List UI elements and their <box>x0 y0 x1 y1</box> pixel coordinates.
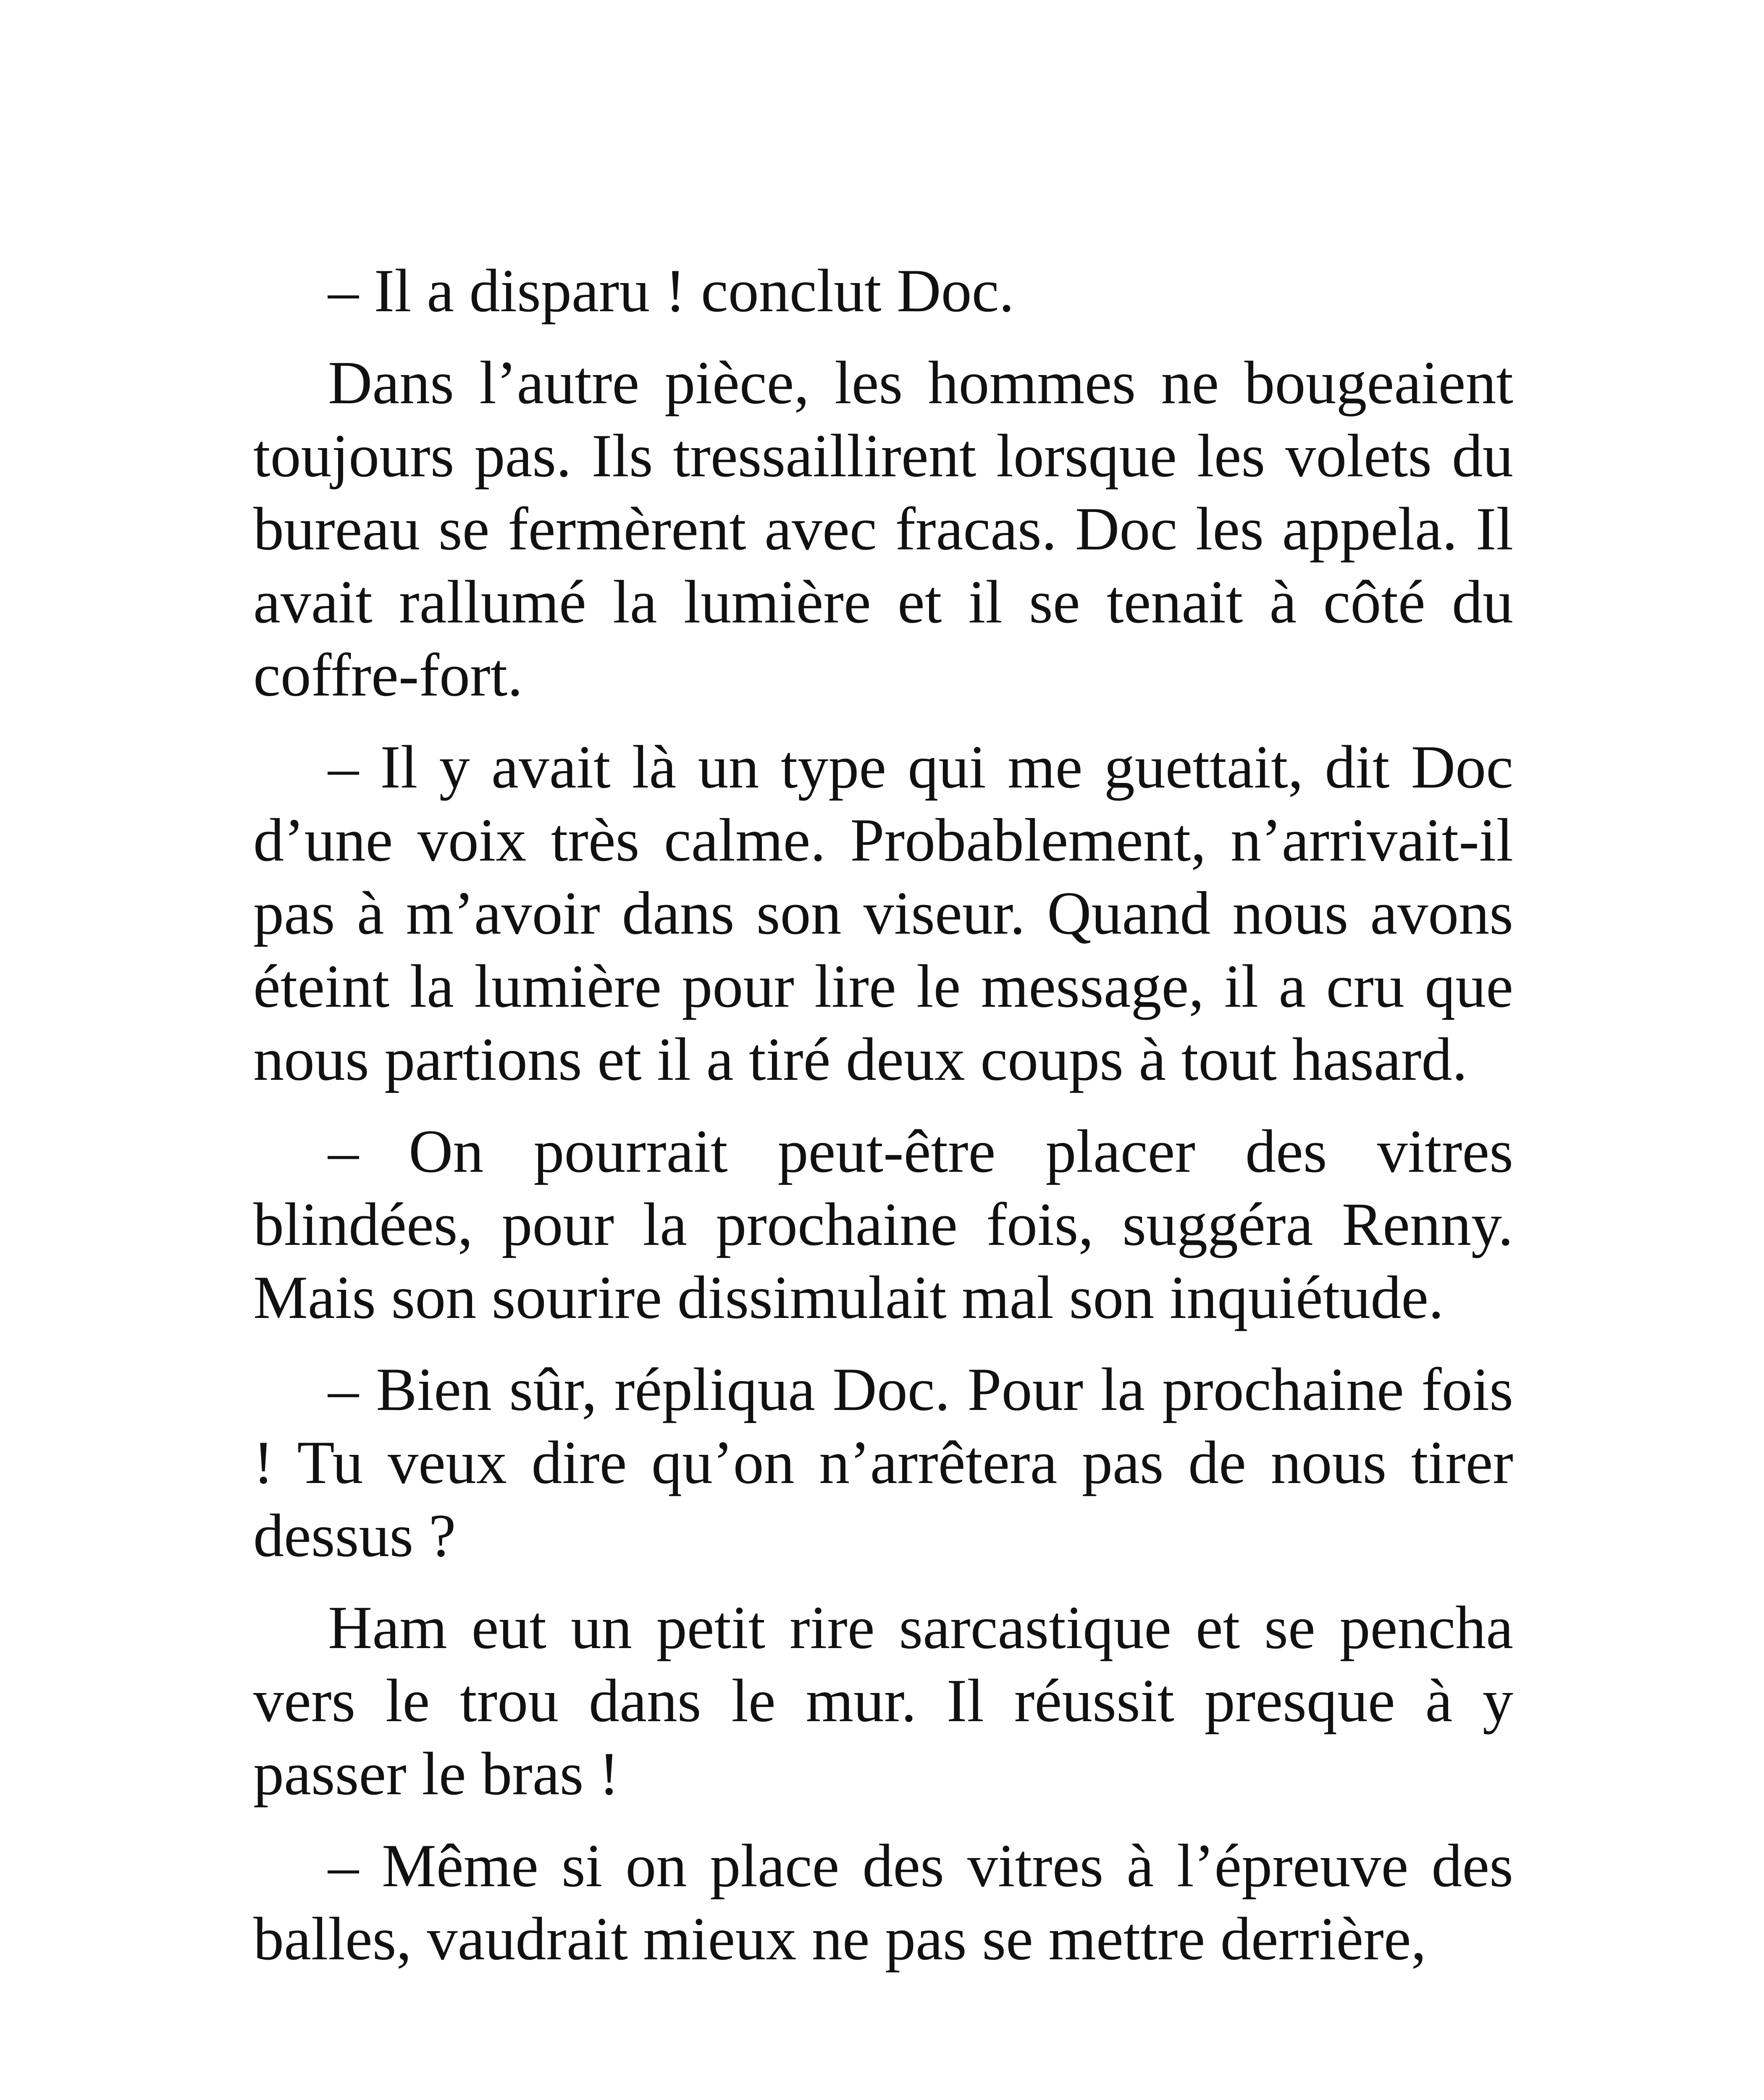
paragraph-5: – Bien sûr, répliqua Doc. Pour la prochaine fois ! Tu veux dire qu’on n’arrêtera pas de nous tirer dessus ? <box>253 1355 1513 1570</box>
paragraph-7: – Même si on place des vitres à l’épreuve des balles, vaudrait mieux ne pas se mettre derrière, <box>253 1832 1513 1973</box>
paragraph-6: Ham eut un petit rire sarcastique et se pencha vers le trou dans le mur. Il réussit presque à y passer le bras ! <box>253 1593 1513 1808</box>
paragraph-4: – On pourrait peut-être placer des vitres blindées, pour la prochaine fois, suggéra Renny. Mais son sourire dissimulait mal son inquiétude. <box>253 1117 1513 1331</box>
paragraph-1: – Il a disparu ! conclut Doc. <box>328 257 1014 325</box>
paragraph-2: Dans l’autre pièce, les hommes ne bougeaient toujours pas. Ils tressaillirent lorsque les volets du bureau se fermèrent avec fracas. Doc les appela. Il avait rallumé la lumière et il se tenait à côté du coffre-fort. <box>253 349 1513 709</box>
paragraph-3: – Il y avait là un type qui me guettait, dit Doc d’une voix très calme. Probablement, n’arrivait-il pas à m’avoir dans son viseur. Quand nous avons éteint la lumière pour lire le message, il a cru que nous partions et il a tiré deux coups à tout hasard. <box>253 733 1513 1093</box>
body-text <box>253 254 1513 1994</box>
